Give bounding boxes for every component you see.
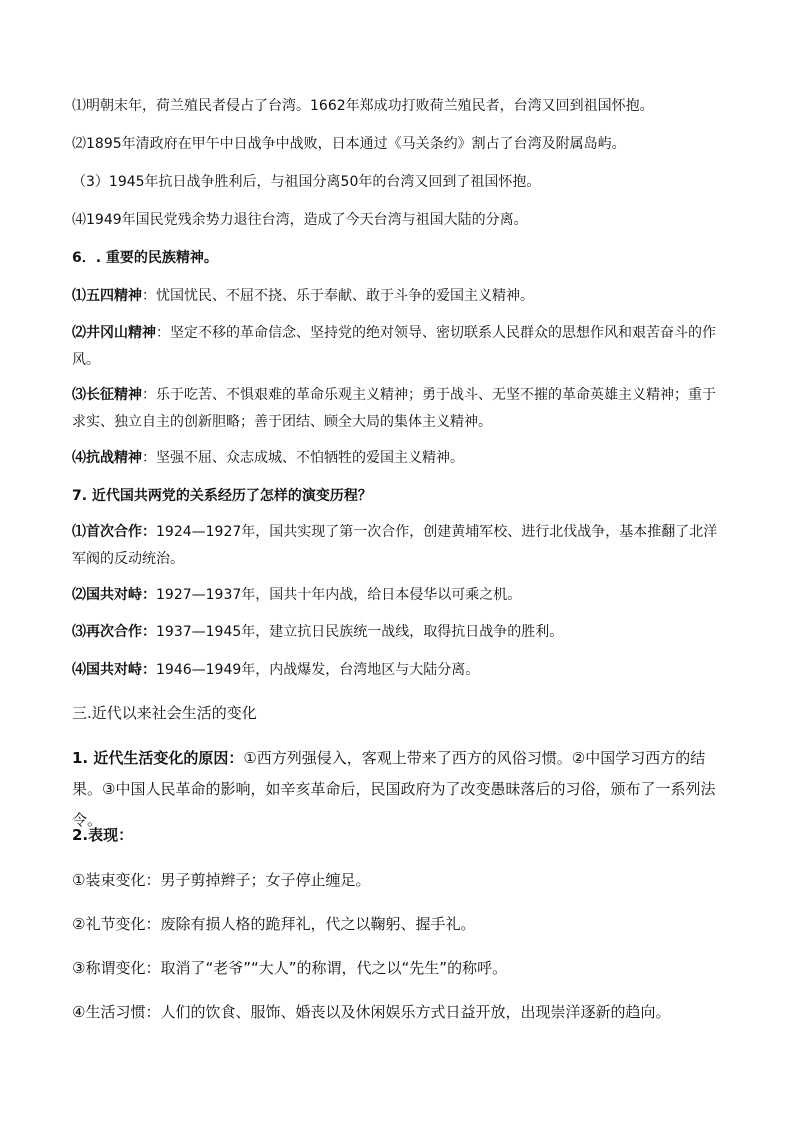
relation-text: 1946—1949年，内战爆发，台湾地区与大陆分离。 (156, 662, 480, 678)
spirit-label: ⑷抗战精神 (72, 450, 142, 466)
taiwan-point-4: ⑷1949年国民党残余势力退往台湾，造成了今天台湾与祖国大陆的分离。 (72, 212, 528, 228)
spirit-item (72, 284, 727, 308)
performance-heading: 2.表现： (72, 826, 134, 844)
performance-item: ②礼节变化：废除有损人格的跪拜礼，代之以鞠躬、握手礼。 (72, 915, 476, 933)
kmt-cpc-heading: 7. 近代国共两党的关系经历了怎样的演变历程？ (72, 488, 372, 504)
reason-text: ①西方列强侵入，客观上带来了西方的风俗习惯。②中国学习西方的结果。③中国人民革命的影响，如辛亥革命后，民国政府为了改变愚昧落后的习俗，颁布了一系列法令。 (72, 749, 716, 829)
relation-label: ⑵国共对峙： (72, 587, 156, 603)
relation-item (72, 583, 727, 607)
relation-item (72, 620, 727, 644)
performance-item: ①装束变化：男子剪掉辫子；女子停止缠足。 (72, 871, 371, 889)
spirit-item (72, 320, 727, 374)
relation-label: ⑶再次合作： (72, 624, 156, 640)
performance-item: ③称谓变化：取消了“老爷”“大人”的称谓，代之以“先生”的称呼。 (72, 959, 508, 977)
relation-label: ⑴首次合作： (72, 524, 156, 540)
relation-text: 1937—1945年，建立抗日民族统一战线，取得抗日战争的胜利。 (156, 624, 564, 640)
spirit-item (72, 446, 727, 470)
taiwan-point-1: ⑴明朝末年，荷兰殖民者侵占了台湾。1662年郑成功打败荷兰殖民者，台湾又回到祖国怀抱。 (72, 98, 654, 114)
spirit-text: ：坚强不屈、众志成城、不怕牺牲的爱国主义精神。 (142, 450, 464, 466)
spirit-text: ：忧国忧民、不屈不挠、乐于奉献、敢于斗争的爱国主义精神。 (142, 288, 534, 304)
spirit-text: ：坚定不移的革命信念、坚持党的绝对领导、密切联系人民群众的思想作风和艰苦奋斗的作风。 (72, 325, 716, 368)
spirit-label: ⑶长征精神 (72, 387, 142, 403)
taiwan-point-3: （3）1945年抗日战争胜利后，与祖国分离50年的台湾又回到了祖国怀抱。 (72, 174, 541, 190)
spirit-label: ⑵井冈山精神 (72, 325, 156, 341)
spirit-item (72, 382, 727, 436)
relation-item (72, 658, 727, 682)
spirit-heading: 6．. 重要的民族精神。 (72, 250, 218, 266)
relation-text: 1927—1937年，国共十年内战，给日本侵华以可乘之机。 (156, 587, 522, 603)
section-title: 三.近代以来社会生活的变化 (72, 704, 257, 722)
spirit-label: ⑴五四精神 (72, 288, 142, 304)
relation-label: ⑷国共对峙： (72, 662, 156, 678)
spirit-text: ：乐于吃苦、不惧艰难的革命乐观主义精神；勇于战斗、无坚不摧的革命英雄主义精神；重于求实、独立自主的创新胆略；善于团结、顾全大局的集体主义精神。 (72, 387, 716, 430)
reason-label: 1. 近代生活变化的原因： (72, 749, 244, 767)
relation-item (72, 519, 727, 573)
taiwan-point-2: ⑵1895年清政府在甲午中日战争中战败，日本通过《马关条约》割占了台湾及附属岛屿。 (72, 136, 626, 152)
performance-item: ④生活习惯：人们的饮食、服饰、婚丧以及休闲娱乐方式日益开放，出现崇洋逐新的趋向。 (72, 1003, 671, 1021)
relation-text: 1924—1927年，国共实现了第一次合作，创建黄埔军校、进行北伐战争，基本推翻了北洋军阀的反动统治。 (72, 524, 718, 567)
